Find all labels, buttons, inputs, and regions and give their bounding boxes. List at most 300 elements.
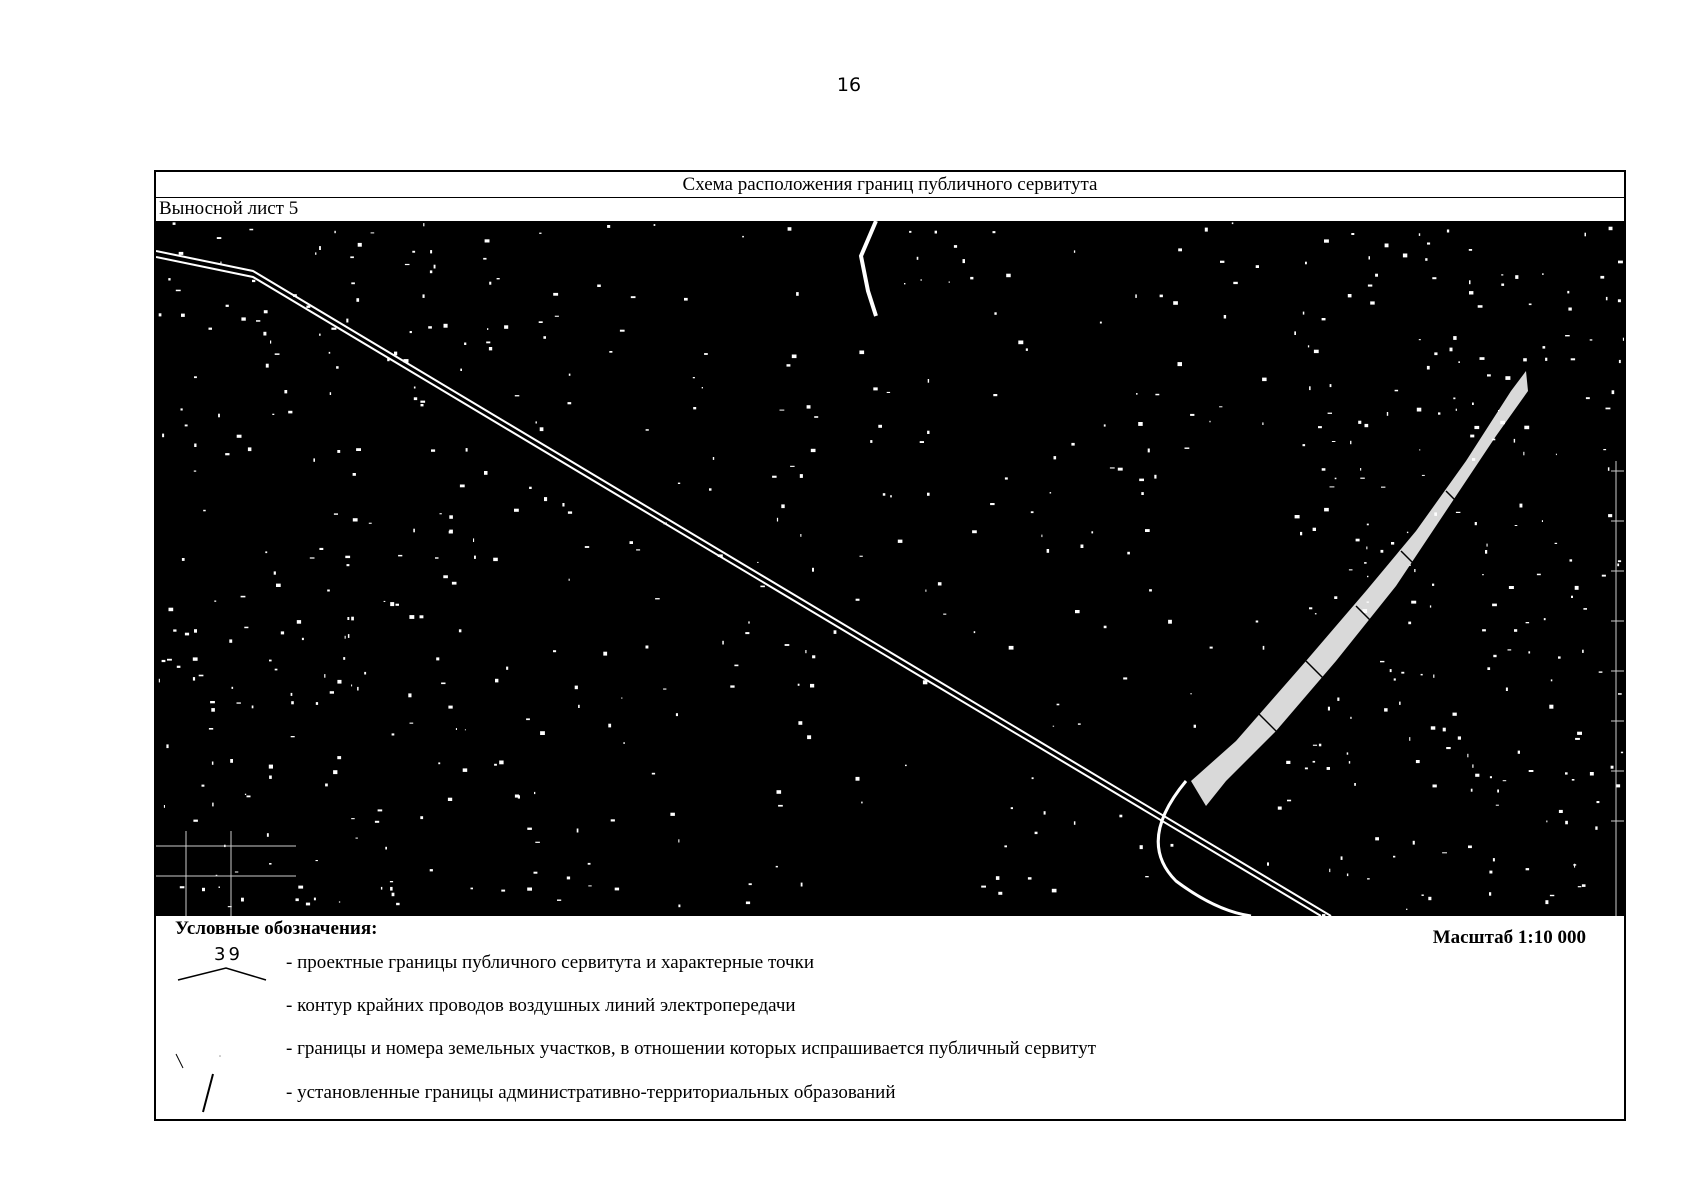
speckle-dot (1545, 358, 1547, 361)
speckle-dot (443, 575, 448, 578)
speckle-dot (193, 657, 198, 660)
speckle-dot (1322, 318, 1326, 320)
speckle-dot (487, 328, 488, 330)
speckle-dot (1421, 674, 1423, 676)
speckle-dot (235, 872, 238, 873)
admin-boundary-icon (201, 1072, 231, 1114)
speckle-dot (1406, 909, 1407, 910)
speckle-dot (1119, 815, 1122, 818)
speckle-dot (193, 677, 195, 681)
speckle-dot (474, 556, 476, 559)
speckle-dot (1148, 449, 1150, 453)
speckle-dot (800, 534, 801, 537)
speckle-dot (909, 231, 911, 233)
speckle-dot (526, 718, 530, 720)
speckle-dot (540, 427, 544, 431)
speckle-dot (1138, 422, 1143, 426)
speckle-dot (1145, 529, 1150, 532)
speckle-dot (1608, 467, 1610, 471)
speckle-dot (225, 453, 229, 455)
speckle-dot (1509, 586, 1514, 589)
speckle-dot (493, 558, 498, 561)
speckle-dot (1523, 452, 1524, 456)
speckle-dot (356, 298, 359, 302)
speckle-dot (1432, 584, 1434, 586)
speckle-dot (497, 278, 500, 279)
speckle-dot (396, 604, 400, 606)
speckle-dot (324, 674, 325, 678)
speckle-dot (1337, 698, 1339, 701)
speckle-dot (423, 294, 425, 298)
speckle-dot (611, 819, 615, 821)
speckle-dot (1606, 408, 1611, 410)
speckle-dot (1050, 492, 1052, 493)
speckle-dot (428, 326, 432, 328)
speckle-dot (180, 886, 185, 888)
speckle-dot (623, 742, 624, 744)
speckle-dot (1453, 398, 1455, 400)
speckle-dot (316, 702, 318, 705)
speckle-dot (1600, 276, 1604, 279)
speckle-dot (1009, 646, 1014, 650)
speckle-dot (678, 483, 680, 484)
speckle-dot (990, 503, 995, 505)
speckle-dot (981, 886, 986, 888)
speckle-dot (925, 590, 926, 592)
speckle-dot (1263, 646, 1265, 650)
speckle-dot (1490, 776, 1492, 778)
speckle-dot (745, 632, 749, 634)
speckle-dot (607, 225, 610, 228)
speckle-dot (1414, 569, 1415, 572)
speckle-dot (1505, 376, 1510, 380)
speckle-dot (431, 449, 435, 451)
speckle-dot (276, 584, 281, 587)
speckle-dot (229, 639, 232, 642)
speckle-dot (1330, 384, 1332, 387)
legend-item-land-plot: - границы и номера земельных участков, в отношении которых испрашивается публичный сервитут (286, 1038, 1097, 1059)
speckle-dot (776, 866, 778, 868)
speckle-dot (1419, 449, 1420, 450)
speckle-dot (1047, 549, 1050, 553)
speckle-dot (814, 416, 818, 418)
speckle-dot (159, 679, 160, 683)
speckle-dot (1367, 878, 1370, 879)
speckle-dot (800, 474, 803, 478)
speckle-dot (1571, 358, 1575, 360)
speckle-dot (1537, 574, 1541, 576)
speckle-dot (1618, 261, 1623, 264)
speckle-dot (1328, 413, 1332, 414)
speckle-dot (452, 582, 457, 585)
speckle-dot (917, 257, 919, 260)
speckle-dot (1482, 629, 1486, 631)
speckle-dot (506, 667, 508, 670)
speckle-dot (1458, 736, 1461, 739)
speckle-dot (1549, 705, 1553, 709)
speckle-dot (449, 531, 451, 534)
speckle-dot (1369, 256, 1371, 259)
speckle-dot (471, 888, 474, 890)
speckle-dot (954, 245, 957, 248)
speckle-dot (405, 264, 410, 265)
speckle-dot (316, 860, 318, 861)
speckle-dot (181, 314, 185, 317)
speckle-dot (861, 802, 862, 804)
speckle-dot (1360, 468, 1361, 471)
speckle-dot (1489, 871, 1492, 874)
speckle-dot (1191, 693, 1192, 694)
speckle-dot (444, 324, 448, 328)
speckle-dot (284, 390, 287, 393)
speckle-dot (1487, 667, 1490, 670)
speckle-dot (252, 280, 255, 282)
speckle-dot (291, 693, 293, 696)
speckle-dot (463, 768, 468, 772)
speckle-dot (185, 633, 189, 636)
speckle-dot (1104, 626, 1107, 629)
speckle-dot (1305, 768, 1308, 770)
speckle-dot (798, 684, 800, 686)
speckle-dot (1503, 780, 1507, 781)
speckle-dot (812, 655, 815, 658)
speckle-dot (1081, 545, 1084, 549)
speckle-dot (943, 614, 946, 615)
speckle-dot (1145, 876, 1149, 877)
speckle-dot (1582, 650, 1584, 653)
speckle-dot (927, 493, 930, 496)
speckle-dot (1590, 339, 1593, 340)
speckle-dot (329, 352, 331, 354)
speckle-dot (1575, 738, 1580, 740)
speckle-dot (291, 701, 294, 704)
speckle-dot (787, 364, 791, 366)
speckle-dot (266, 364, 269, 368)
speckle-dot (810, 684, 814, 688)
speckle-dot (435, 557, 439, 558)
speckle-dot (272, 414, 274, 415)
speckle-dot (792, 355, 797, 359)
speckle-dot (1408, 622, 1411, 625)
scheme-frame (154, 170, 1626, 1121)
speckle-dot (928, 379, 929, 383)
speckle-dot (1416, 760, 1420, 763)
speckle-dot (534, 872, 538, 874)
speckle-dot (409, 615, 414, 619)
speckle-dot (265, 551, 267, 553)
speckle-dot (1190, 414, 1194, 416)
speckle-dot (993, 231, 996, 233)
speckle-dot (1542, 273, 1544, 274)
speckle-dot (1447, 230, 1449, 233)
speckle-dot (345, 556, 350, 558)
speckle-dot (1005, 477, 1008, 479)
speckle-dot (1478, 305, 1483, 308)
speckle-dot (1390, 669, 1392, 672)
speckle-dot (1575, 586, 1579, 590)
speckle-dot (1256, 621, 1259, 623)
speckle-dot (193, 820, 198, 822)
speckle-dot (1368, 285, 1372, 287)
speckle-dot (1493, 858, 1495, 861)
speckle-dot (319, 246, 321, 250)
speckle-dot (781, 504, 784, 508)
speckle-dot (356, 448, 361, 451)
speckle-dot (935, 231, 937, 234)
speckle-dot (1453, 336, 1456, 340)
speckle-dot (1074, 821, 1076, 825)
speckle-dot (348, 634, 350, 638)
speckle-dot (1360, 478, 1365, 479)
speckle-dot (1526, 868, 1530, 870)
speckle-dot (569, 374, 571, 376)
speckle-dot (1031, 511, 1034, 513)
speckle-dot (1139, 479, 1144, 482)
speckle-dot (1041, 535, 1042, 538)
speckle-dot (1456, 512, 1461, 513)
speckle-dot (536, 421, 537, 423)
speckle-dot (805, 650, 806, 653)
speckle-dot (1074, 250, 1075, 252)
speckle-dot (1127, 552, 1130, 555)
speckle-dot (1443, 728, 1446, 732)
speckle-dot (722, 641, 724, 645)
speckle-dot (313, 458, 315, 461)
speckle-dot (1411, 601, 1416, 604)
speckle-dot (219, 887, 221, 888)
speckle-dot (448, 798, 452, 801)
speckle-dot (578, 705, 580, 708)
speckle-dot (553, 293, 558, 296)
speckle-dot (412, 251, 415, 253)
speckle-dot (162, 660, 166, 662)
speckle-dot (543, 336, 546, 339)
speckle-dot (807, 735, 811, 739)
speckle-dot (466, 448, 468, 452)
speckle-dot (465, 729, 466, 730)
map-scale: Масштаб 1:10 000 (1432, 927, 1586, 948)
speckle-dot (1367, 524, 1369, 526)
speckle-dot (801, 883, 803, 887)
speckle-dot (1468, 846, 1472, 849)
speckle-dot (347, 617, 349, 620)
speckle-dot (448, 706, 452, 709)
speckle-dot (778, 805, 783, 807)
speckle-dot (319, 548, 323, 550)
speckle-dot (514, 509, 519, 512)
speckle-dot (1568, 308, 1571, 311)
speckle-dot (1232, 222, 1234, 224)
speckle-dot (177, 666, 181, 668)
speckle-dot (375, 821, 379, 823)
speckle-dot (1209, 421, 1210, 423)
speckle-dot (1475, 774, 1479, 777)
speckle-dot (1582, 884, 1586, 887)
speckle-dot (1341, 856, 1343, 860)
speckle-dot (1586, 397, 1590, 399)
speckle-dot (483, 258, 486, 260)
speckle-dot (1044, 811, 1046, 814)
speckle-dot (1220, 261, 1224, 263)
speckle-dot (1565, 772, 1568, 774)
speckle-dot (441, 683, 445, 685)
speckle-dot (1194, 725, 1196, 728)
speckle-dot (1469, 291, 1473, 294)
speckle-dot (337, 756, 341, 759)
speckle-dot (1565, 821, 1568, 825)
speckle-dot (603, 652, 607, 656)
speckle-dot (159, 313, 162, 316)
speckle-dot (346, 319, 348, 323)
speckle-dot (597, 285, 601, 288)
speckle-dot (970, 277, 973, 280)
speckle-dot (264, 310, 268, 313)
speckle-dot (693, 407, 696, 409)
speckle-dot (1349, 569, 1353, 570)
speckle-dot (678, 905, 680, 908)
speckle-dot (1032, 777, 1034, 779)
speckle-dot (369, 523, 372, 524)
speckle-dot (1506, 688, 1508, 692)
speckle-dot (464, 343, 466, 346)
speckle-dot (298, 886, 303, 889)
speckle-dot (420, 615, 424, 618)
speckle-dot (202, 888, 205, 891)
speckle-dot (527, 828, 532, 830)
speckle-dot (577, 829, 579, 833)
speckle-dot (569, 579, 570, 581)
speckle-dot (1609, 227, 1613, 231)
speckle-dot (812, 568, 814, 572)
speckle-dot (1458, 361, 1460, 363)
satellite-map[interactable] (156, 221, 1624, 916)
speckle-dot (310, 557, 315, 558)
speckle-dot (938, 582, 942, 585)
speckle-dot (327, 590, 330, 592)
speckle-dot (1155, 394, 1159, 396)
speckle-dot (485, 239, 490, 242)
speckle-dot (1314, 350, 1319, 353)
speckle-dot (484, 471, 488, 475)
speckle-dot (1224, 315, 1226, 319)
speckle-dot (314, 898, 316, 901)
speckle-dot (1178, 362, 1183, 366)
speckle-dot (356, 838, 358, 839)
speckle-dot (1514, 629, 1517, 632)
legend-title: Условные обозначения: (175, 918, 378, 939)
speckle-dot (1328, 707, 1330, 711)
speckle-dot (588, 885, 591, 886)
speckle-dot (194, 629, 197, 633)
speckle-dot (440, 513, 442, 514)
speckle-dot (529, 487, 532, 489)
speckle-dot (609, 351, 612, 353)
speckle-dot (460, 485, 465, 488)
speckle-dot (772, 476, 777, 478)
speckle-dot (396, 903, 400, 905)
speckle-dot (212, 762, 214, 765)
speckle-dot (333, 770, 337, 774)
speckle-dot (873, 387, 877, 390)
speckle-dot (527, 888, 532, 891)
speckle-dot (1305, 262, 1307, 265)
speckle-dot (562, 503, 564, 507)
speckle-dot (1256, 265, 1259, 268)
speckle-dot (1262, 422, 1263, 425)
speckle-dot (167, 659, 172, 661)
speckle-dot (390, 602, 394, 606)
speckle-dot (540, 731, 545, 735)
speckle-dot (209, 728, 213, 730)
speckle-dot (1450, 348, 1453, 352)
speckle-dot (678, 839, 679, 842)
speckle-dot (553, 650, 556, 652)
speckle-dot (248, 447, 252, 451)
speckle-dot (567, 877, 570, 880)
speckle-dot (1375, 274, 1378, 277)
speckle-dot (1394, 678, 1396, 680)
speckle-dot (1053, 726, 1054, 727)
speckle-dot (1496, 805, 1499, 806)
speckle-dot (275, 353, 280, 355)
speckle-dot (1492, 604, 1497, 607)
speckle-dot (1590, 772, 1594, 776)
speckle-dot (421, 404, 424, 406)
speckle-dot (166, 744, 168, 748)
speckle-dot (1136, 393, 1137, 395)
speckle-dot (575, 686, 578, 690)
speckle-dot (434, 265, 436, 269)
speckle-dot (1185, 448, 1190, 449)
speckle-dot (1422, 895, 1424, 896)
speckle-dot (998, 892, 1002, 895)
speckle-dot (1425, 258, 1427, 261)
speckle-dot (1474, 426, 1479, 429)
speckle-dot (353, 518, 358, 521)
speckle-dot (1508, 649, 1512, 650)
speckle-dot (244, 627, 248, 629)
speckle-dot (1427, 366, 1430, 370)
speckle-dot (1432, 277, 1436, 279)
speckle-dot (336, 366, 339, 369)
speckle-dot (555, 316, 559, 317)
scheme-title: Схема расположения границ публичного сервитута (156, 172, 1624, 198)
speckle-dot (790, 466, 795, 467)
speckle-dot (504, 325, 508, 329)
speckle-dot (1433, 675, 1434, 678)
speckle-dot (237, 702, 241, 703)
speckle-dot (330, 691, 334, 694)
speckle-dot (1456, 409, 1457, 411)
speckle-dot (746, 902, 750, 905)
speckle-dot (337, 680, 341, 684)
speckle-dot (384, 601, 386, 602)
speckle-dot (760, 586, 765, 588)
speckle-dot (856, 777, 860, 781)
speckle-dot (1364, 562, 1367, 564)
speckle-dot (345, 636, 346, 639)
speckle-dot (1391, 542, 1394, 545)
speckle-dot (1308, 345, 1309, 347)
speckle-dot (1035, 832, 1038, 834)
legend-item-power-line: - контур крайних проводов воздушных линий электропередачи (286, 995, 796, 1016)
speckle-dot (1618, 693, 1622, 695)
speckle-dot (209, 328, 213, 330)
speckle-dot (420, 816, 423, 819)
map-canvas (156, 221, 1624, 916)
speckle-dot (798, 721, 802, 725)
speckle-dot (963, 259, 966, 263)
